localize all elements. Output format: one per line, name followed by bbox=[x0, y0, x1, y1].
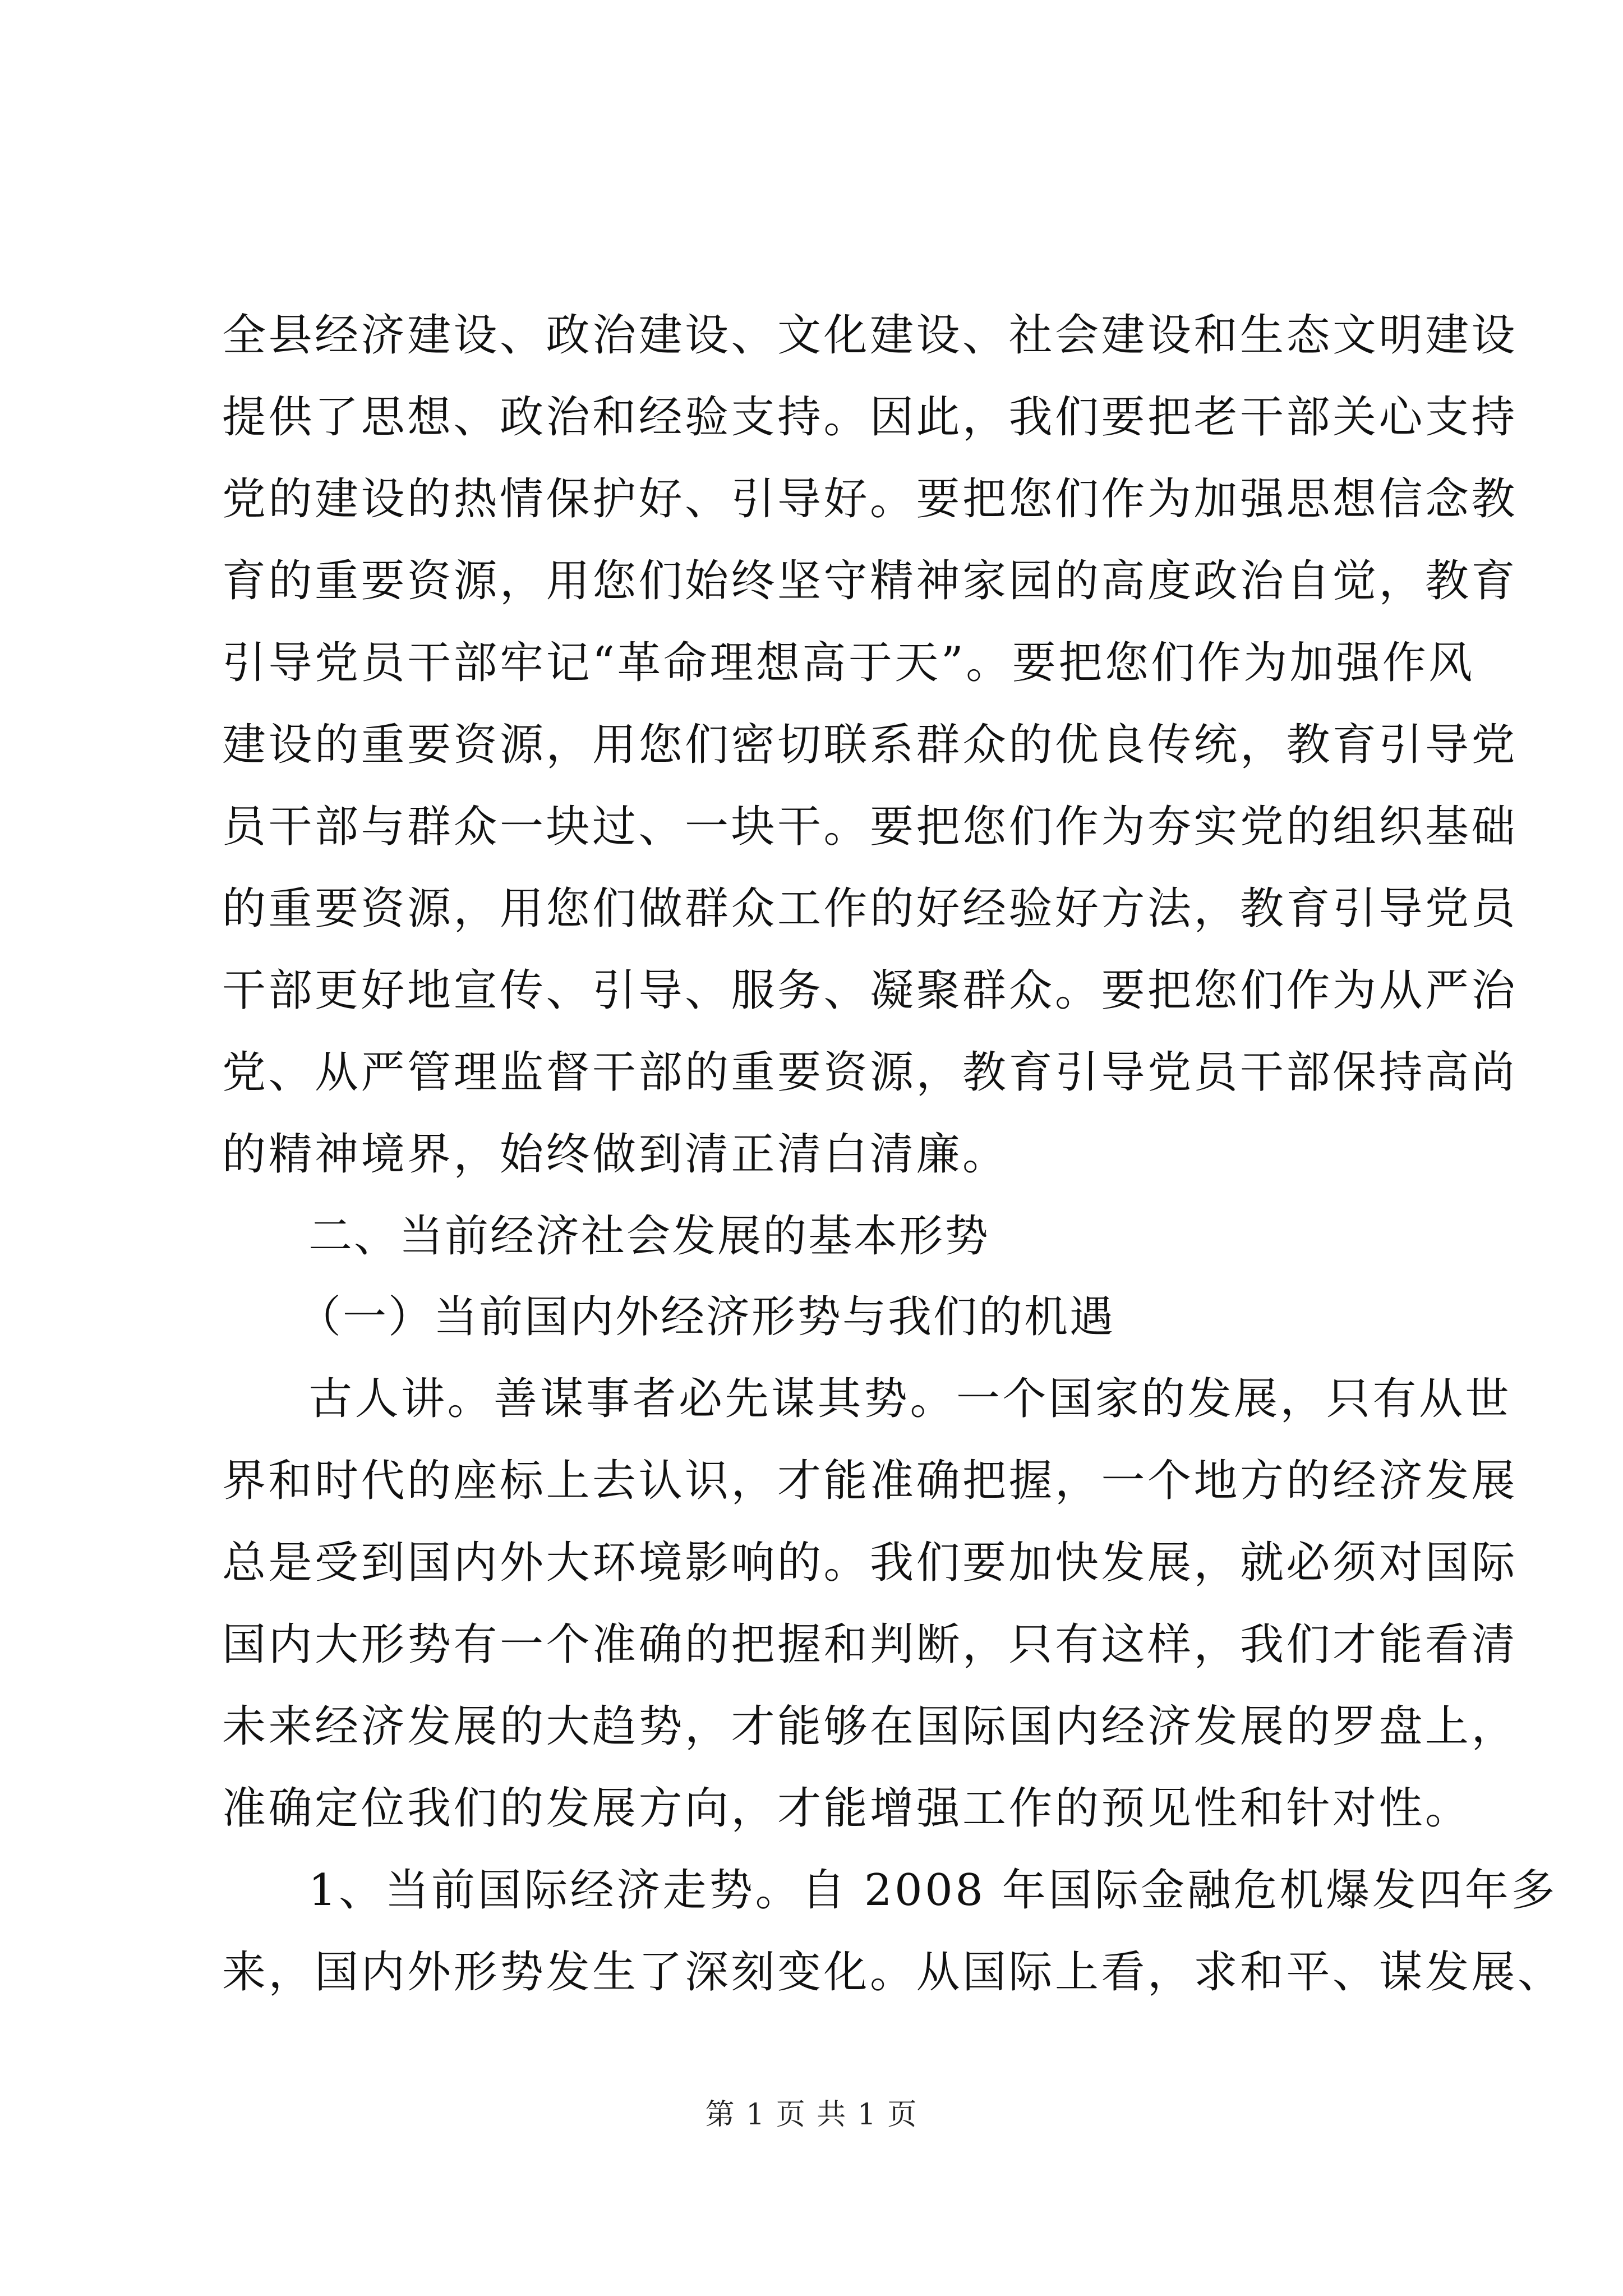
body-text-line: 建设的重要资源，用您们密切联系群众的优良传统，教育引导党 bbox=[222, 720, 1518, 770]
body-text-line: 的重要资源，用您们做群众工作的好经验好方法，教育引导党员 bbox=[222, 884, 1518, 934]
subsection-heading: （一）当前国内外经济形势与我们的机遇 bbox=[297, 1292, 1115, 1342]
body-text-line: 界和时代的座标上去认识，才能准确把握，一个地方的经济发展 bbox=[222, 1456, 1518, 1506]
body-text-line: 员干部与群众一块过、一块干。要把您们作为夯实党的组织基础 bbox=[222, 802, 1518, 852]
body-text-line: 全县经济建设、政治建设、文化建设、社会建设和生态文明建设 bbox=[222, 310, 1518, 361]
body-text-line: 未来经济发展的大趋势，才能够在国际国内经济发展的罗盘上， bbox=[222, 1701, 1518, 1752]
body-text-line: 来，国内外形势发生了深刻变化。从国际上看，求和平、谋发展、 bbox=[222, 1947, 1564, 1998]
page-footer: 第 1 页 共 1 页 bbox=[705, 2098, 918, 2132]
body-text-line: 提供了思想、政治和经验支持。因此，我们要把老干部关心支持 bbox=[222, 392, 1518, 443]
body-text-line: 1、当前国际经济走势。自 2008 年国际金融危机爆发四年多 bbox=[308, 1865, 1557, 1916]
body-text-line: 总是受到国内外大环境影响的。我们要加快发展，就必须对国际 bbox=[222, 1538, 1518, 1588]
body-text-line: 干部更好地宣传、引导、服务、凝聚群众。要把您们作为从严治 bbox=[222, 965, 1518, 1016]
body-text-line: 国内大形势有一个准确的把握和判断，只有这样，我们才能看清 bbox=[222, 1619, 1518, 1670]
body-text-line: 党的建设的热情保护好、引导好。要把您们作为加强思想信念教 bbox=[222, 474, 1518, 524]
body-text-line: 育的重要资源，用您们始终坚守精神家园的高度政治自觉，教育 bbox=[222, 556, 1518, 606]
section-heading: 二、当前经济社会发展的基本形势 bbox=[308, 1211, 990, 1262]
body-text-line: 准确定位我们的发展方向，才能增强工作的预见性和针对性。 bbox=[222, 1783, 1472, 1834]
body-text-line: 党、从严管理监督干部的重要资源，教育引导党员干部保持高尚 bbox=[222, 1047, 1518, 1098]
body-text-line: 引导党员干部牢记“革命理想高于天”。要把您们作为加强作风 bbox=[222, 638, 1475, 688]
body-text-line: 的精神境界，始终做到清正清白清廉。 bbox=[222, 1129, 1009, 1180]
body-text-line: 古人讲。善谋事者必先谋其势。一个国家的发展，只有从世 bbox=[308, 1374, 1512, 1424]
